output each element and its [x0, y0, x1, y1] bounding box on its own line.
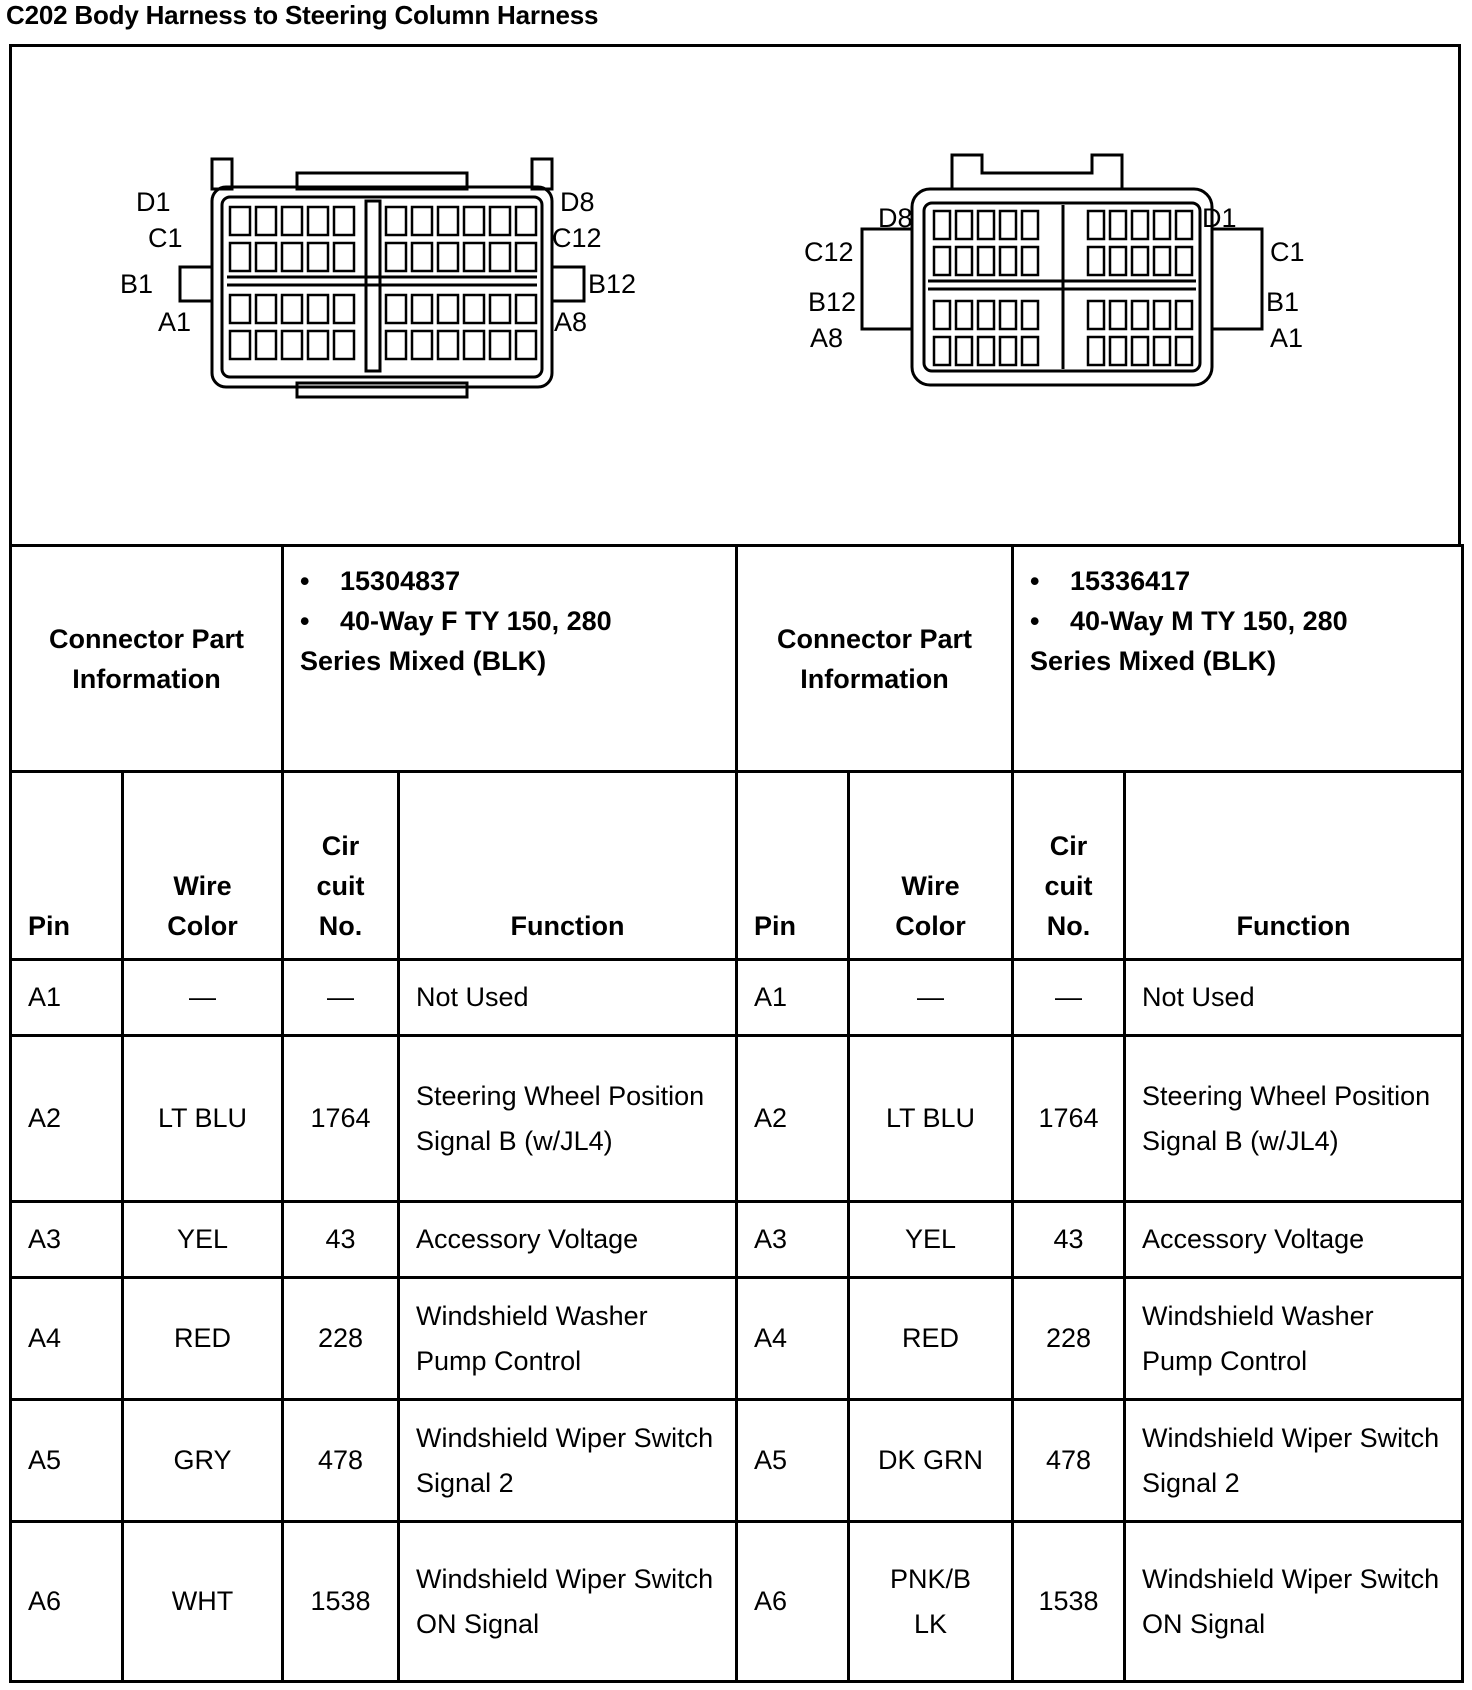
cell-wire-color: GRY [123, 1400, 283, 1522]
pin-cavity [956, 337, 972, 365]
pin-cavity [282, 207, 302, 235]
table-row [11, 1202, 1463, 1278]
header-function: Function [1125, 772, 1463, 960]
pin-cavity [516, 207, 536, 235]
pin-cavity [282, 243, 302, 271]
pin-cavity [516, 295, 536, 323]
cell-pin: A6 [11, 1522, 123, 1682]
pin-label-d1: D1 [136, 187, 171, 217]
cell-function: Windshield Wiper Switch ON Signal [1125, 1522, 1463, 1682]
pin-label-b1: B1 [1266, 287, 1300, 317]
cell-circuit: 228 [1013, 1278, 1125, 1400]
pin-label-b1: B1 [120, 269, 154, 299]
connector-part-info-label: Connector Part Information [737, 546, 1013, 772]
cell-wire-color: LT BLU [123, 1036, 283, 1202]
cell-pin: A4 [11, 1278, 123, 1400]
pin-cavity [1088, 301, 1104, 329]
pin-cavity [1000, 211, 1016, 239]
pin-label-b12: B12 [808, 287, 857, 317]
header-circuit-no: Cir cuit No. [283, 772, 399, 960]
pin-cavity [1000, 337, 1016, 365]
header-wire-color: Wire Color [849, 772, 1013, 960]
cell-circuit: 478 [1013, 1400, 1125, 1522]
header-function: Function [399, 772, 737, 960]
pin-label-b12: B12 [588, 269, 637, 299]
pin-cavity [1110, 247, 1126, 275]
table-row [11, 960, 1463, 1036]
cell-function: Not Used [1125, 960, 1463, 1036]
table-row [11, 1522, 1463, 1682]
cell-pin: A1 [11, 960, 123, 1036]
pin-cavity [956, 301, 972, 329]
pin-cavity [334, 295, 354, 323]
cell-pin: A5 [11, 1400, 123, 1522]
pin-cavity [1154, 211, 1170, 239]
connector-series: Series Mixed (BLK) [1030, 646, 1277, 676]
connector-face-female [120, 157, 637, 407]
header-pin: Pin [11, 772, 123, 960]
pin-label-a1: A1 [158, 307, 192, 337]
pin-cavity [438, 207, 458, 235]
pin-cavity [978, 247, 994, 275]
pin-cavity [1132, 337, 1148, 365]
pin-cavity [1022, 211, 1038, 239]
connector-part-info-left [283, 546, 737, 772]
pin-label-d8: D8 [878, 203, 913, 233]
part-number: • 15336417 [1030, 561, 1445, 601]
pin-cavity [1110, 301, 1126, 329]
column-header-row [11, 772, 1463, 960]
cell-function: Windshield Washer Pump Control [399, 1278, 737, 1400]
cell-pin: A2 [11, 1036, 123, 1202]
cell-function: Steering Wheel Position Signal B (w/JL4) [399, 1036, 737, 1202]
pinout-table [9, 544, 1464, 1683]
cell-function: Windshield Wiper Switch Signal 2 [399, 1400, 737, 1522]
pin-cavity [1110, 211, 1126, 239]
pin-cavity [334, 331, 354, 359]
cell-pin: A4 [737, 1278, 849, 1400]
pin-label-c12: C12 [552, 223, 602, 253]
connector-part-info-right [1013, 546, 1463, 772]
pin-cavity [1022, 337, 1038, 365]
pin-cavity [934, 337, 950, 365]
pin-label-c1: C1 [1270, 237, 1305, 267]
pin-cavity [1110, 337, 1126, 365]
pin-cavity [516, 243, 536, 271]
pin-cavity [438, 331, 458, 359]
cell-wire-color: PNK/B LK [849, 1522, 1013, 1682]
cell-wire-color: RED [123, 1278, 283, 1400]
pin-cavity [1132, 211, 1148, 239]
pin-cavity [308, 295, 328, 323]
cell-pin: A6 [737, 1522, 849, 1682]
connector-type: • 40-Way F TY 150, 280 [300, 601, 719, 641]
pin-cavity [978, 211, 994, 239]
pin-cavity [1088, 211, 1104, 239]
pin-cavity [256, 295, 276, 323]
cell-function: Windshield Wiper Switch ON Signal [399, 1522, 737, 1682]
pin-cavity [386, 207, 406, 235]
pin-cavity [978, 301, 994, 329]
cell-circuit: 478 [283, 1400, 399, 1522]
pin-cavity [956, 211, 972, 239]
cell-wire-color: LT BLU [849, 1036, 1013, 1202]
pin-cavity [386, 331, 406, 359]
table-row [11, 1400, 1463, 1522]
header-circuit-no: Cir cuit No. [1013, 772, 1125, 960]
cell-wire-color: — [123, 960, 283, 1036]
pin-cavity [490, 243, 510, 271]
cell-wire-color: RED [849, 1278, 1013, 1400]
connector-diagram-panel [9, 44, 1461, 546]
pin-cavity [1022, 301, 1038, 329]
pin-cavity [412, 207, 432, 235]
cell-function: Windshield Washer Pump Control [1125, 1278, 1463, 1400]
cell-pin: A3 [737, 1202, 849, 1278]
header-pin: Pin [737, 772, 849, 960]
pin-cavity [1000, 301, 1016, 329]
pin-cavity [282, 295, 302, 323]
cell-circuit: 228 [283, 1278, 399, 1400]
cell-circuit: 43 [1013, 1202, 1125, 1278]
pin-cavity [386, 295, 406, 323]
pin-label-c1: C1 [148, 223, 183, 253]
pin-cavity [1176, 301, 1192, 329]
connector-face-male [804, 153, 1305, 393]
pin-cavity [464, 331, 484, 359]
pin-cavity [230, 295, 250, 323]
cell-circuit: — [1013, 960, 1125, 1036]
pin-cavity [516, 331, 536, 359]
pin-cavity [1154, 301, 1170, 329]
pin-cavity [386, 243, 406, 271]
pin-cavity [256, 207, 276, 235]
cell-pin: A3 [11, 1202, 123, 1278]
pin-cavity [412, 295, 432, 323]
pin-cavity [1088, 247, 1104, 275]
pin-cavity [1088, 337, 1104, 365]
connector-part-info-label: Connector Part Information [11, 546, 283, 772]
cell-circuit: 1764 [1013, 1036, 1125, 1202]
connector-series: Series Mixed (BLK) [300, 646, 547, 676]
pin-cavity [1176, 247, 1192, 275]
cell-circuit: 1764 [283, 1036, 399, 1202]
pin-label-c12: C12 [804, 237, 854, 267]
connector-type: • 40-Way M TY 150, 280 [1030, 601, 1445, 641]
pin-cavity [1154, 247, 1170, 275]
header-wire-color: Wire Color [123, 772, 283, 960]
pin-cavity [334, 243, 354, 271]
cell-wire-color: WHT [123, 1522, 283, 1682]
cell-wire-color: YEL [849, 1202, 1013, 1278]
pin-label-a8: A8 [810, 323, 844, 353]
cell-circuit: 1538 [1013, 1522, 1125, 1682]
cell-wire-color: YEL [123, 1202, 283, 1278]
table-row [11, 1036, 1463, 1202]
pin-cavity [464, 207, 484, 235]
pin-cavity [490, 331, 510, 359]
pin-label-d8: D8 [560, 187, 595, 217]
pin-cavity [308, 243, 328, 271]
pin-cavity [282, 331, 302, 359]
pin-label-a1: A1 [1270, 323, 1304, 353]
pin-cavity [412, 243, 432, 271]
pin-label-d1: D1 [1202, 203, 1237, 233]
cell-pin: A5 [737, 1400, 849, 1522]
pin-label-a8: A8 [554, 307, 588, 337]
cell-wire-color: — [849, 960, 1013, 1036]
cell-function: Steering Wheel Position Signal B (w/JL4) [1125, 1036, 1463, 1202]
cell-function: Windshield Wiper Switch Signal 2 [1125, 1400, 1463, 1522]
cell-function: Accessory Voltage [1125, 1202, 1463, 1278]
table-row [11, 1278, 1463, 1400]
pin-cavity [308, 207, 328, 235]
pin-cavity [464, 295, 484, 323]
part-number: • 15304837 [300, 561, 719, 601]
pin-cavity [1000, 247, 1016, 275]
pin-cavity [934, 211, 950, 239]
pin-cavity [1176, 337, 1192, 365]
pin-cavity [490, 207, 510, 235]
cell-function: Accessory Voltage [399, 1202, 737, 1278]
pin-cavity [1176, 211, 1192, 239]
pin-cavity [934, 301, 950, 329]
cell-wire-color: DK GRN [849, 1400, 1013, 1522]
pin-cavity [230, 243, 250, 271]
pin-cavity [1154, 337, 1170, 365]
pin-cavity [334, 207, 354, 235]
pin-cavity [978, 337, 994, 365]
pin-cavity [934, 247, 950, 275]
pin-cavity [490, 295, 510, 323]
pin-cavity [256, 243, 276, 271]
pin-cavity [256, 331, 276, 359]
pin-cavity [956, 247, 972, 275]
cell-pin: A2 [737, 1036, 849, 1202]
pin-cavity [1022, 247, 1038, 275]
page-title: C202 Body Harness to Steering Column Harness [6, 0, 599, 30]
cell-circuit: 43 [283, 1202, 399, 1278]
connector-info-row [11, 546, 1463, 772]
pin-cavity [438, 243, 458, 271]
cell-circuit: — [283, 960, 399, 1036]
pin-cavity [464, 243, 484, 271]
pin-cavity [230, 207, 250, 235]
pin-cavity [1132, 301, 1148, 329]
pin-cavity [438, 295, 458, 323]
cell-circuit: 1538 [283, 1522, 399, 1682]
pin-cavity [412, 331, 432, 359]
pin-cavity [1132, 247, 1148, 275]
cell-pin: A1 [737, 960, 849, 1036]
pin-cavity [308, 331, 328, 359]
pin-cavity [230, 331, 250, 359]
cell-function: Not Used [399, 960, 737, 1036]
